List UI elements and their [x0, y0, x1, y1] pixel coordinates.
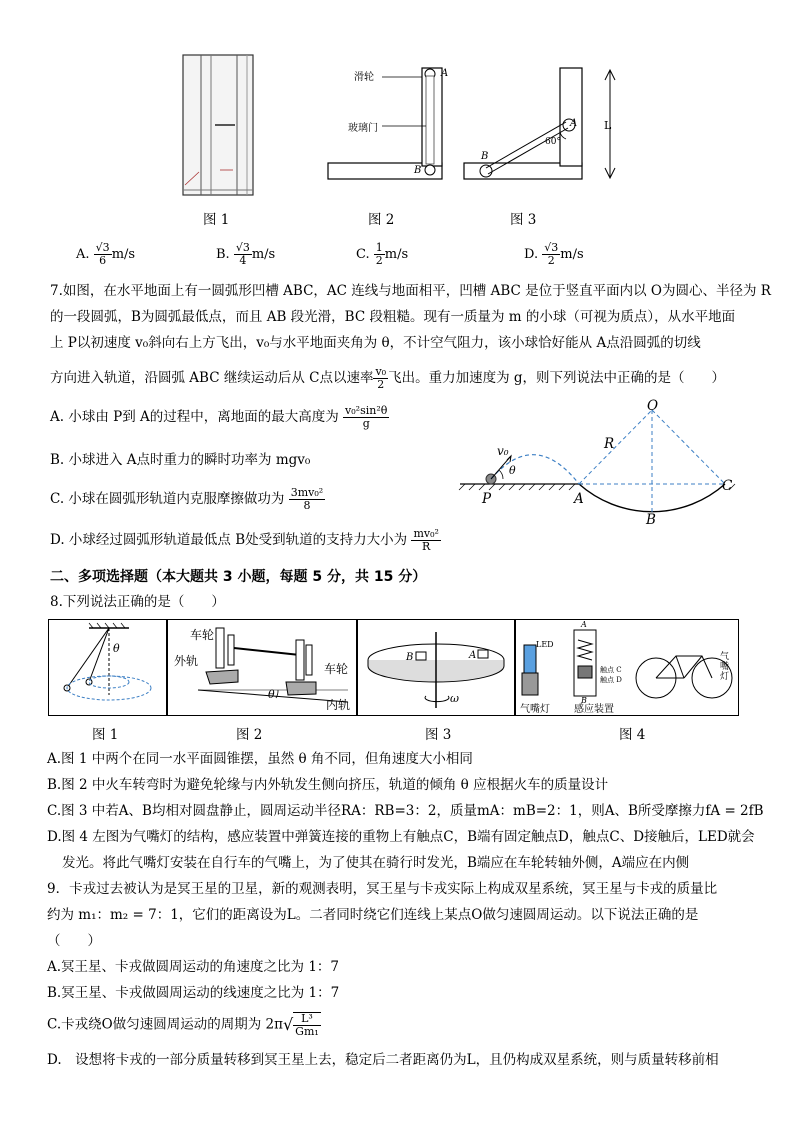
q9-line2: 约为 m₁：m₂ = 7：1，它们的距离设为L。二者同时绕它们连线上某点O做匀速圆周运动。以下说法正确的是 [47, 907, 699, 923]
q7-fig-a: A [574, 491, 584, 507]
q7-fig-o: O [647, 398, 659, 414]
q6-option-b[interactable]: B. $\frac{√3}{4}$ m/s [216, 241, 276, 267]
fig3-caption: 图 3 [510, 212, 537, 228]
q8-fig3-caption: 图 3 [425, 727, 452, 743]
fig3-length: L [604, 119, 612, 132]
q8-stem: 8.下列说法正确的是（ ） [50, 594, 225, 610]
q8-fig1-caption: 图 1 [92, 727, 119, 743]
fig2-caption: 图 2 [368, 212, 395, 228]
q6-option-c[interactable]: C. $\frac{1}{2}$ m/s [356, 241, 409, 267]
q8-figure-2 [167, 619, 357, 716]
q8-fig4-nozzle: 气嘴灯 [520, 704, 550, 715]
q7-fig-theta: θ [509, 464, 516, 477]
q8-fig4-contact-c: 触点 C [600, 666, 622, 674]
q6-option-d[interactable]: D. $\frac{√3}{2}$ m/s [524, 241, 584, 267]
q8-fig2-wheel-top: 车轮 [190, 628, 215, 642]
q7-option-c[interactable]: C. 小球在圆弧形轨道内克服摩擦做功为 $\frac{\text{3mv₀²}}{8}$ [50, 486, 324, 512]
fig3-label-b: B [481, 151, 489, 162]
q8-option-b[interactable]: B.图 2 中火车转弯时为避免轮缘与内外轨发生侧向挤压，轨道的倾角 θ 应根据火车的质量设计 [47, 777, 609, 793]
q8-figure-1 [48, 619, 167, 716]
q8-option-d-line1[interactable]: D.图 4 左图为气嘴灯的结构，感应装置中弹簧连接的重物上有触点C，B端有固定触点D，触点C、D接触后，LED就会 [47, 829, 755, 845]
q8-fig2-outer: 外轨 [174, 654, 199, 668]
top-figure-2 [322, 60, 452, 185]
section-2-heading: 二、多项选择题（本大题共 3 小题，每题 5 分，共 15 分） [50, 569, 427, 585]
q7-fig-p: P [482, 491, 492, 507]
q7-fig-r: R [604, 436, 615, 452]
q9-option-d[interactable]: D. 设想将卡戎的一部分质量转移到冥王星上去，稳定后二者距离仍为L，且仍构成双星系统，则与质量转移前相 [47, 1052, 719, 1068]
top-figure-1 [175, 50, 265, 200]
q7-option-d[interactable]: D. 小球经过圆弧形轨道最低点 B处受到轨道的支持力大小为 $\frac{\text{mv₀²}}{R}$ [50, 527, 439, 553]
fig2-label-a: A [441, 68, 449, 79]
q8-fig2-wheel-right: 车轮 [324, 662, 349, 676]
fig3-angle: 60° [545, 137, 561, 147]
q7-fig-v0: v₀ [497, 444, 509, 458]
q9-option-a[interactable]: A.冥王星、卡戎做圆周运动的角速度之比为 1：7 [47, 959, 340, 975]
q8-fig4-led: LED [536, 640, 554, 649]
q8-fig1-theta: θ [113, 642, 120, 655]
q7-option-b[interactable]: B. 小球进入 A点时重力的瞬时功率为 mgv₀ [50, 452, 311, 468]
fig2-label-b: B [414, 165, 422, 176]
q9-option-c[interactable]: C.卡戎绕O做匀速圆周运动的周期为 2π√ $\frac{\text{L³}}{\text{Gm₁}}$ [47, 1012, 319, 1038]
q8-figure-4 [515, 619, 739, 716]
fig2-door-label: 玻璃门 [348, 123, 378, 134]
q9-option-b[interactable]: B.冥王星、卡戎做圆周运动的线速度之比为 1：7 [47, 985, 340, 1001]
q8-fig4-caption: 图 4 [619, 727, 646, 743]
q9-line3: （ ） [47, 933, 101, 949]
q8-option-c[interactable]: C.图 3 中若A、B均相对圆盘静止，圆周运动半径RA：RB=3：2，质量mA：mB=2：1，则A、B所受摩擦力fA = 2fB [47, 803, 764, 819]
q7-line3: 上 P以初速度 v₀斜向右上方飞出，v₀与水平地面夹角为 θ，不计空气阻力，该小球恰好能从 A点沿圆弧的切线 [50, 335, 701, 351]
fig1-caption: 图 1 [203, 212, 230, 228]
q8-fig4-a: A [581, 620, 587, 629]
q8-fig4-bike-lamp: 气嘴灯 [720, 652, 730, 682]
q7-line2: 的一段圆弧，B为圆弧最低点，而且 AB 段光滑，BC 段粗糙。现有一质量为 m 的小球（可视为质点），从水平地面 [50, 309, 736, 325]
q8-option-d-line2: 发光。将此气嘴灯安装在自行车的气嘴上，为了使其在骑行时发光，B端应在车轮转轴外侧，A端应在内侧 [62, 855, 690, 871]
q7-fig-b: B [646, 512, 656, 528]
q8-option-a[interactable]: A.图 1 中两个在同一水平面圆锥摆，虽然 θ 角不同，但角速度大小相同 [47, 751, 473, 767]
q7-figure [455, 398, 745, 528]
q6-option-a[interactable]: A. $\frac{√3}{6}$ m/s [76, 241, 136, 267]
q8-fig2-theta: θ [268, 688, 275, 701]
q8-fig2-caption: 图 2 [236, 727, 263, 743]
q7-line1: 7.如图，在水平地面上有一圆弧形凹槽 ABC，AC 连线与地面相平，凹槽 ABC 是位于竖直平面内以 O为圆心、半径为 R [50, 283, 771, 299]
q8-fig3-b: B [406, 652, 414, 663]
fig2-pulley-label: 滑轮 [354, 72, 374, 83]
q8-fig3-a: A [469, 650, 477, 661]
q7-fig-c: C [722, 478, 733, 494]
q9-line1: 9．卡戎过去被认为是冥王星的卫星，新的观测表明，冥王星与卡戎实际上构成双星系统，冥王星与卡戎的质量比 [47, 881, 718, 897]
q8-fig4-sensor: 感应装置 [574, 704, 614, 715]
q8-fig4-contact-d: 触点 D [600, 676, 622, 684]
q7-line4: 方向进入轨道，沿圆弧 ABC 继续运动后从 C点以速率 $\frac{\text{v₀}}{2}$ 飞出。重力加速度为 g，则下列说法中正确的是（ ） [50, 365, 726, 391]
fig3-label-a: A [570, 118, 578, 129]
q8-fig3-omega: ω [450, 692, 459, 705]
q8-figure-3 [357, 619, 515, 716]
q8-fig4-b: B [581, 696, 587, 705]
q7-option-a[interactable]: A. 小球由 P到 A的过程中，离地面的最大高度为 $\frac{\text{v₀²sin²θ}}{g}$ [50, 404, 388, 430]
q8-fig2-inner: 内轨 [326, 698, 351, 712]
